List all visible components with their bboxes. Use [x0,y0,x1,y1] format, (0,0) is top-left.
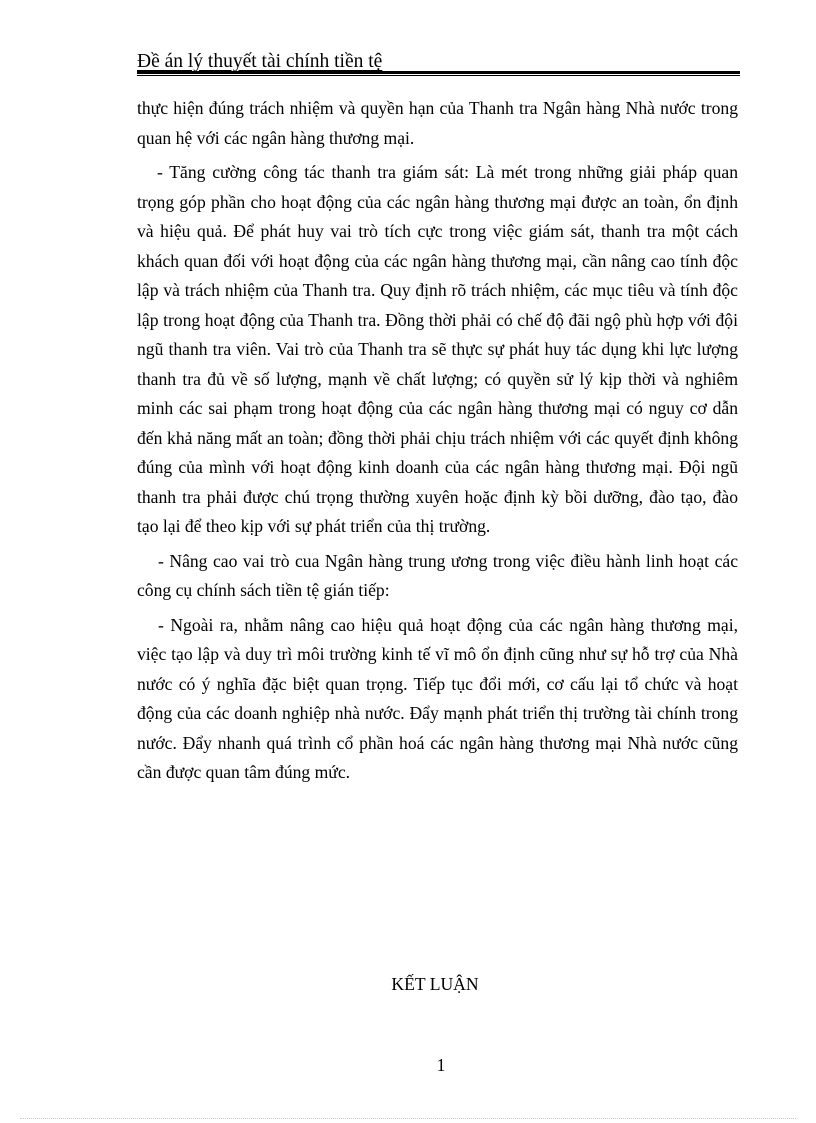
paragraph-inspection: - Tăng cường công tác thanh tra giám sát: Là mét trong những giải pháp quan trọng góp phần cho hoạt động của các ngân hàng thương mại được an toàn, ổn định và hiệu quả. Để phát huy vai trò tích cực trong việc giám sát, thanh tra một cách khách quan đối với hoạt động của các ngân hàng thương mại, cần nâng cao tính độc lập và trách nhiệm của Thanh tra. Quy định rõ trách nhiệm, các mục tiêu và tính độc lập trong hoạt động của Thanh tra. Đồng thời phải có chế độ đãi ngộ phù hợp với đội ngũ thanh tra viên. Vai trò của Thanh tra sẽ thực sự phát huy tác dụng khi lực lượng thanh tra đủ về số lượng, mạnh về chất lượng; có quyền sử lý kịp thời và nghiêm minh các sai phạm trong hoạt động của các ngân hàng thương mại có nguy cơ dẫn đến khả năng mất an toàn; đồng thời phải chịu trách nhiệm với các quyết định không đúng của mình với hoạt động kinh doanh của các ngân hàng thương mại. Đội ngũ thanh tra phải được chú trọng thường xuyên hoặc định kỳ bồi dưỡng, đào tạo, đào tạo lại để theo kịp với sự phát triển của thị trường. [137,162,738,536]
page-number: 1 [436,1055,446,1075]
body-text [137,94,738,788]
paragraph-macro: - Ngoài ra, nhằm nâng cao hiệu quả hoạt động của các ngân hàng thương mại, việc tạo lập và duy trì môi trường kinh tế vĩ mô ổn định cũng như sự hỗ trợ của Nhà nước có ý nghĩa đặc biệt quan trọng. Tiếp tục đổi mới, cơ cấu lại tổ chức và hoạt động của các doanh nghiệp nhà nước. Đẩy mạnh phát triển thị trường tài chính trong nước. Đẩy nhanh quá trình cổ phần hoá các ngân hàng thương mại Nhà nước cũng cần được quan tâm đúng mức. [137,614,738,782]
paragraph-central-bank: - Nâng cao vai trò cua Ngân hàng trung ương trong việc điều hành linh hoạt các công cụ chính sách tiền tệ gián tiếp: [137,550,738,600]
header-rule [137,71,740,76]
page-bottom-rule [20,1118,796,1119]
page-header [137,50,740,76]
paragraph-continuation: thực hiện đúng trách nhiệm và quyền hạn của Thanh tra Ngân hàng Nhà nước trong quan hệ với các ngân hàng thương mại. [137,98,738,148]
conclusion-heading: KẾT LUẬN [391,974,479,994]
header-title: Đề án lý thuyết tài chính tiền tệ [137,51,383,72]
